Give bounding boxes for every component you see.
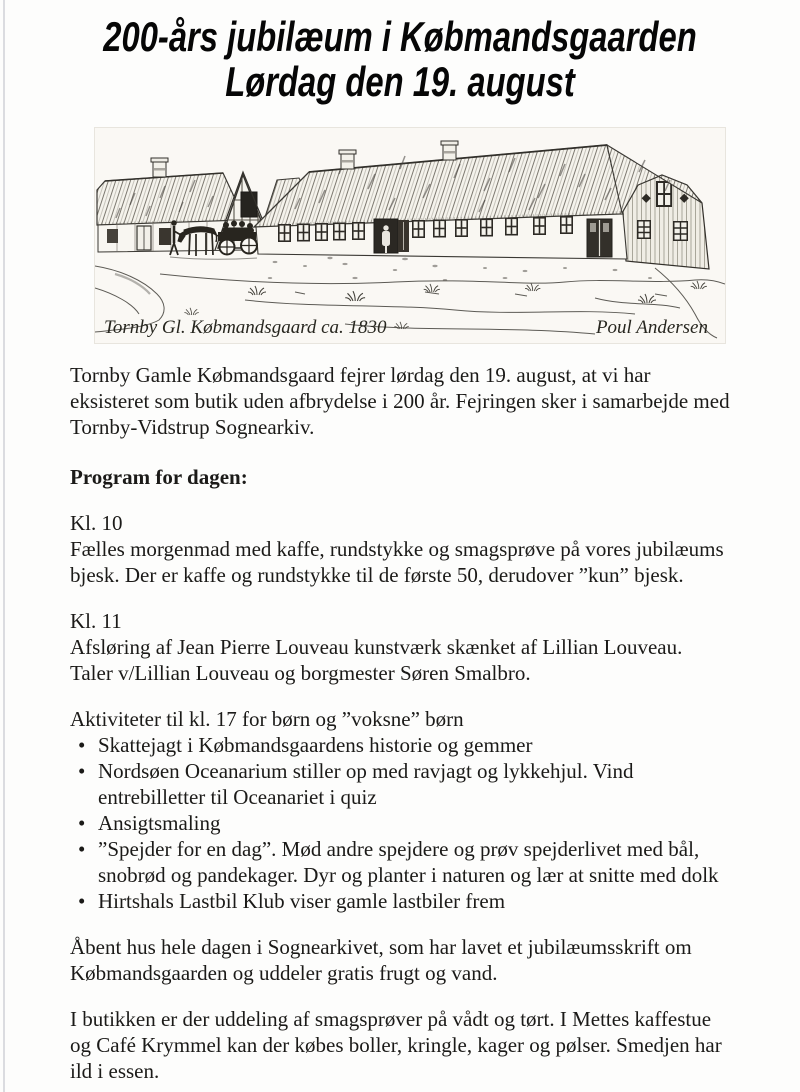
program-time-kl10: Kl. 10	[70, 511, 123, 535]
activity-item: • Ansigtsmaling	[70, 810, 730, 836]
page-title	[0, 0, 800, 104]
activities-heading: Aktiviteter til kl. 17 for børn og ”voksne” børn	[70, 707, 464, 731]
activity-item: • Skattejagt i Købmandsgaardens historie og gemmer	[70, 732, 730, 758]
centre-door	[374, 219, 409, 253]
farmhouse-illustration	[95, 128, 725, 343]
scan-edge-line	[3, 0, 5, 1092]
closing-paragraph-1: Åbent hus hele dagen i Sognearkivet, som har lavet et jubilæumsskrift om Købmandsgaarden og uddeler gratis frugt og vand.	[70, 935, 692, 985]
illustration-caption: Tornby Gl. Købmandsgaard ca. 1830	[104, 317, 387, 338]
title-line-1: 200-års jubilæum i Købmandsgaarden	[103, 13, 697, 60]
activities-section	[70, 706, 730, 914]
illustration-credit: Poul Andersen	[595, 317, 708, 338]
double-door	[587, 219, 612, 257]
program-time-kl11: Kl. 11	[70, 609, 122, 633]
program-heading: Program for dagen:	[70, 465, 248, 489]
closing-paragraph-2: I butikken er der uddeling af smagsprøver på vådt og tørt. I Mettes kaffestue og Café Krymmel kan der købes boller, kringle, kager og pølser. Smedjen har ild i essen.	[70, 1007, 722, 1083]
program-section-kl10	[70, 510, 730, 588]
flyer-body	[0, 362, 800, 1084]
title-line-2: Lørdag den 19. august	[225, 58, 575, 105]
intro-paragraph: Tornby Gamle Købmandsgaard fejrer lørdag den 19. august, at vi har eksisteret som butik uden afbrydelse i 200 år. Fejringen sker i samarbejde med Tornby-Vidstrup Sognearkiv.	[70, 363, 730, 439]
program-section-kl11	[70, 608, 730, 686]
program-text-kl10: Fælles morgenmad med kaffe, rundstykke og smagsprøve på vores jubilæums bjesk. Der er kaffe og rundstykke til de første 50, derudover ”kun” bjesk.	[70, 537, 724, 587]
activities-list	[70, 732, 730, 914]
farmhouse-drawing	[95, 128, 725, 343]
program-text-kl11: Afsløring af Jean Pierre Louveau kunstværk skænket af Lillian Louveau. Taler v/Lillian Louveau og borgmester Søren Smalbro.	[70, 635, 683, 685]
activity-item: • Nordsøen Oceanarium stiller op med ravjagt og lykkehjul. Vind entrebilletter til Oceanariet i quiz	[70, 758, 730, 810]
activity-item: • ”Spejder for en dag”. Mød andre spejdere og prøv spejderlivet med bål, snobrød og pandekager. Dyr og planter i naturen og lær at snitte med dolk	[70, 836, 730, 888]
activity-item: • Hirtshals Lastbil Klub viser gamle lastbiler frem	[70, 888, 730, 914]
